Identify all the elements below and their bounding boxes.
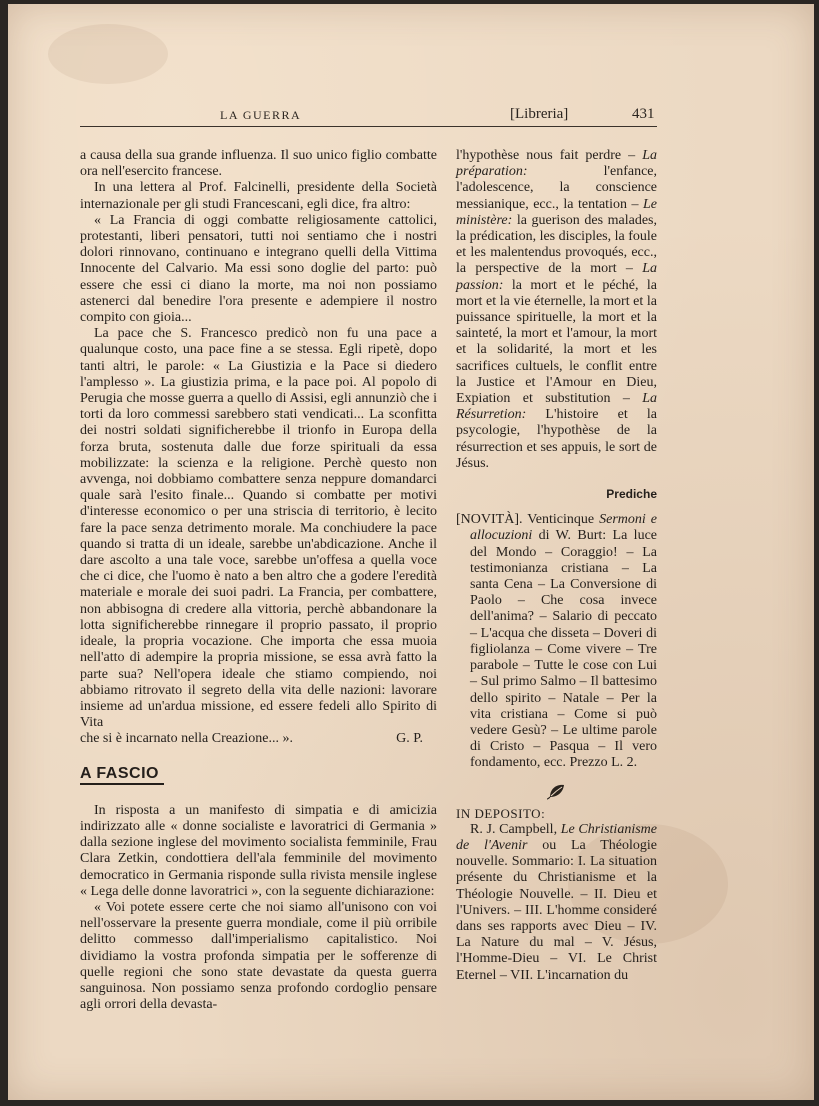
- book-summary: [456, 148, 657, 472]
- running-header: [80, 106, 657, 126]
- book-entry: [456, 822, 657, 984]
- text-run: ou La Théologie nouvelle. Sommario: I. La situation présente du Christianisme et la Théologie Nouvelle. – II. Dieu et l'Univers. – III. L'homme consideré dans ses rapports avec Dieu – IV. La Nature du mal – V. Jésus, l'Homme-Dieu – VI. Le Christ Eternel – VII. L'incarnation du: [456, 837, 657, 983]
- quote-paragraph: « La Francia di oggi combatte religiosamente cattolici, protestanti, liberi pensatori, tutti noi sentiamo che i nostri dolori rinnovano, continuano e integrano quelli della Vittima Innocente del Calvario. Ma essi sono doglie del parto: può essere che essi ci diano la morte, ma noi non possiamo astenerci dal benedire l'ora presente e adempiere il nostro compito con gioia...: [80, 212, 437, 326]
- italic-run: La passion:: [456, 261, 657, 293]
- closing-line: [80, 731, 437, 747]
- left-column: [80, 148, 437, 1013]
- paper-stain: [48, 24, 168, 84]
- quote-paragraph: « Voi potete essere certe che noi siamo all'unisono con voi nell'osservare la presente guerra mondiale, come il più orribile delitto commesso dall'imperialismo capitalistico. Noi dividiamo la vostra profonda simpatia per le sofferenze di quelle regioni che sono state devastate da questa guerra sanguinosa. Non possiamo senza profondo cordoglio pensare agli orrori della devasta-: [80, 899, 437, 1013]
- text-run: la guerison des malades, la prédication, les disciples, la foule et les malentendus provoqués, ecc., la perspective de la mort –: [456, 212, 658, 277]
- italic-run: Le ministère:: [456, 196, 657, 228]
- book-entry: [456, 512, 657, 771]
- section-label: [Libreria]: [510, 106, 569, 122]
- right-column: [456, 148, 657, 984]
- italic-run: Le Christianisme de l'Avenir: [456, 821, 657, 853]
- closing-text: che si è incarnato nella Creazione... ».: [80, 731, 294, 747]
- text-run: [NOVITÀ]. Venticinque: [456, 512, 595, 528]
- text-run: di W. Burt: La luce del Mondo – Coraggio! – La testimonianza cristiana – La santa Cena – La Conversione di Paolo – Che cosa invece dell'anima? – Salario di peccato – L'acqua che disseta – Doveri di figliolanza – Come vivere – Tre parabole – Tutte le cose con Lui – Sul primo Salmo – Il battesimo dello spirito – Natale – Per la vita cristiana – Come si può vedere Gesù? – Le ultime parole di Cristo – Pasqua – Il vero fondamento, ecc. Prezzo L. 2.: [470, 528, 657, 771]
- deposito-heading: IN DEPOSITO:: [456, 805, 546, 821]
- paragraph: a causa della sua grande influenza. Il suo unico figlio combatte ora nell'esercito francese.: [80, 148, 437, 180]
- paragraph: In una lettera al Prof. Falcinelli, presidente della Società internazionale per gli studi Francescani, egli dice, fra altro:: [80, 180, 437, 212]
- quote-paragraph: La pace che S. Francesco predicò non fu una pace a qualunque costo, una pace fine a se stessa. Egli ripetè, dopo tanti altri, le parole: « La Giustizia e la Pace si diedero l'amplesso ». La giustizia prima, e la pace poi. Al popolo di Perugia che mosse guerra a quello di Assisi, egli annunziò che i torti da loro commessi sarebbero stati vendicati... La sconfitta dei nostri soldati significherebbe il trionfo in Europa della forza bruta, sostenuta dalle due forze spirituali da essa mobilizzate: la scienza e la religione. Perchè questo non avvenga, noi dobbiamo combattere senza neppure domandarci quale sarà l'esito finale... Quando si combatte per motivi d'interesse economico o per una striscia di territorio, è lecito fare la pace senza detrimento morale. Ma conchiudere la pace quando si tratta di un ideale, sarebbe un'abdicazione. Anche il dare ascolto a una tale voce, sarebbe un'offesa a quella voce che ci dice, che l'uomo è nato a ben altro che a godere l'eredità materiale e morale dei suoi padri. La Francia, per combattere, non abbisogna di credere alla vittoria, perchè abbandonare la lotta significherebbe rinnegare il proprio passato, il proprio ideale, la propria vocazione. Che importa che essa muoia nell'atto di adempire la propria missione, se essa avrà fatto la parte sua? Nell'opera ideale che stiamo compiendo, noi abbiamo ritrovato il segreto della vita delle nazioni: lavorare insieme ad un'ardua missione, ed essere fedeli allo Spirito di Vita: [80, 326, 437, 731]
- paragraph: In risposta a un manifesto di simpatia e di amicizia indirizzato alle « donne socialiste e lavoratrici di Germania » dalla sezione inglese del movimento socialista femminile, Frau Clara Zetkin, condottiera dell'ala femminile del movimento democratico in Germania risponde sulla rivista mensile inglese « Lega delle donne lavoratrici », con la seguente dichiarazione:: [80, 802, 437, 899]
- text-run: R. J. Campbell,: [470, 821, 558, 837]
- italic-run: Sermoni e allocuzioni: [470, 512, 657, 544]
- signature: G. P.: [396, 731, 423, 747]
- italic-run: La préparation:: [456, 148, 657, 180]
- leaf-fleuron-icon: [456, 782, 657, 802]
- page-number: 431: [632, 106, 655, 122]
- header-rule: [80, 126, 657, 127]
- text-run: l'enfance, l'adolescence, la conscience messianique, ecc., la tentation –: [456, 164, 657, 212]
- running-title: LA GUERRA: [220, 108, 302, 122]
- subsection-heading: Prediche: [606, 487, 657, 502]
- text-run: L'histoire et la psycologie, l'hypothèse de la résurrection et ses appuis, le sort de Jésus.: [456, 407, 657, 471]
- text-run: la mort et le péché, la mort et la vie éternelle, la mort et la puissance spirituelle, la mort et la sainteté, la mort et l'amour, la mort et la solidarité, la mort et les sacrifices cultuels, le conflit entre la Justice et l'Amour en Dieu, Expiation et substitution –: [456, 277, 658, 407]
- text-run: l'hypothèse nous fait perdre –: [456, 148, 636, 163]
- section-title: A FASCIO: [80, 766, 164, 785]
- italic-run: La Résurretion:: [456, 391, 657, 423]
